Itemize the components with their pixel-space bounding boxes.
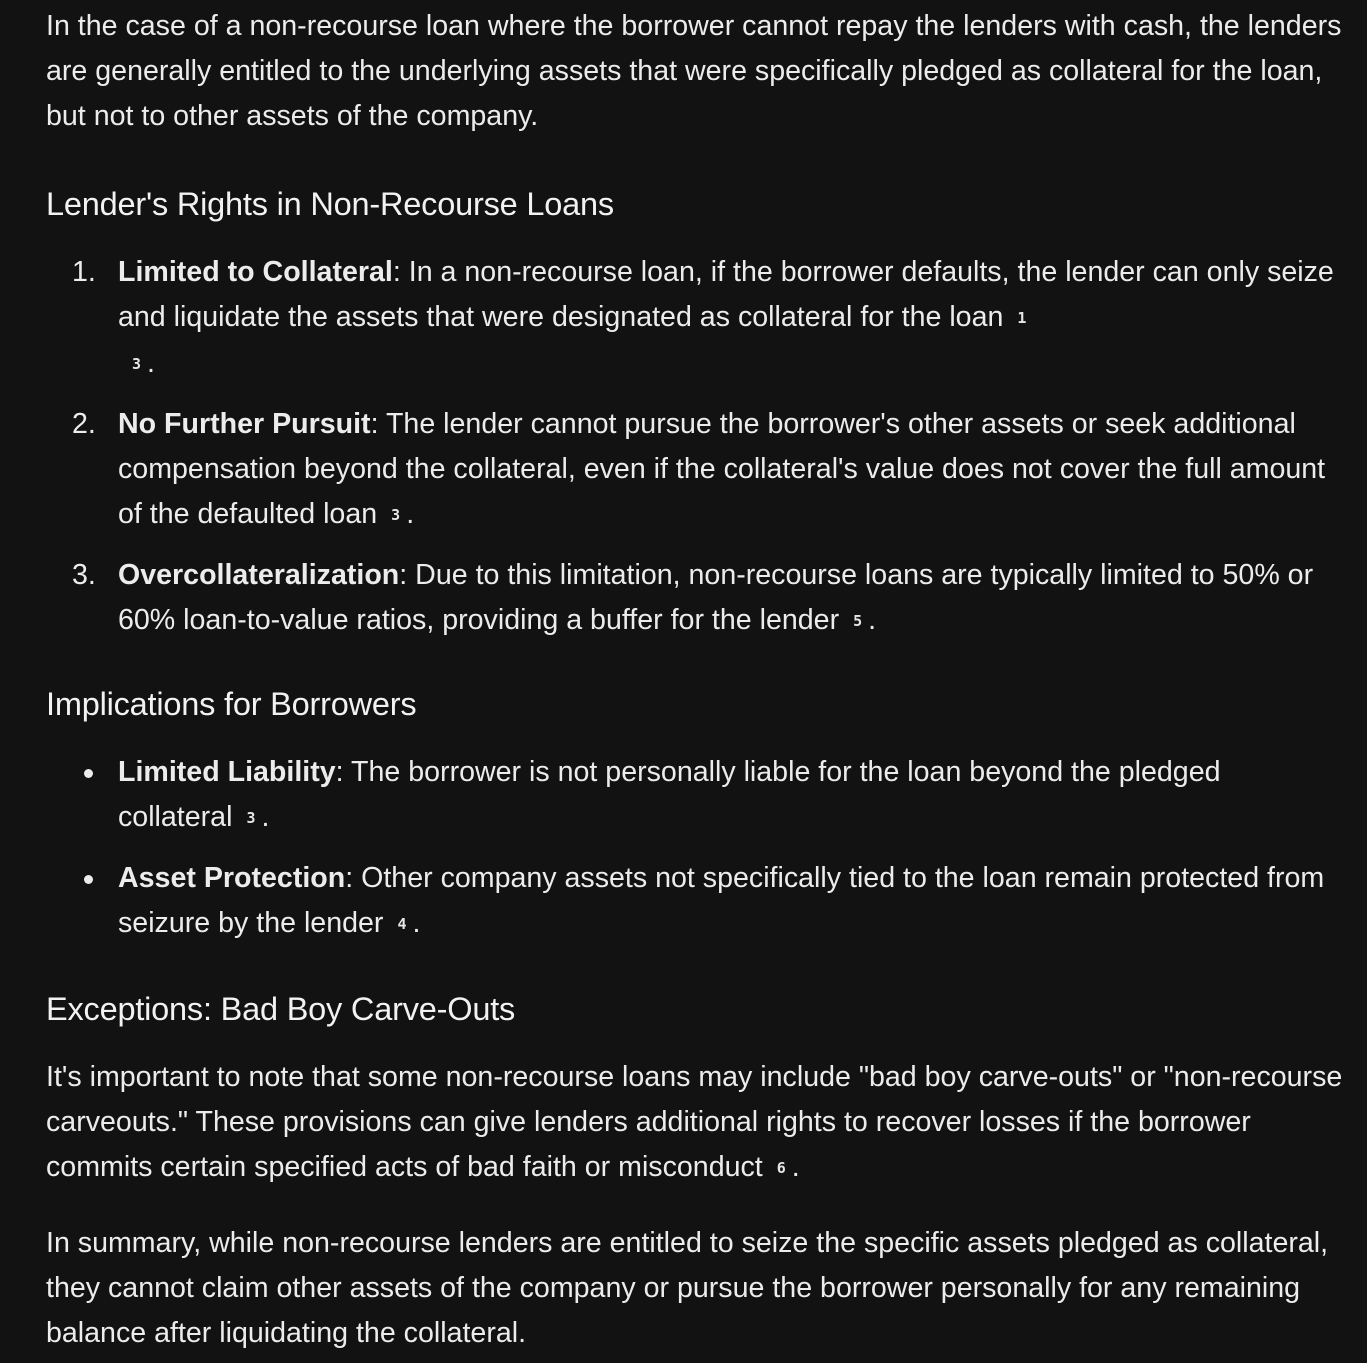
list-number: 1. bbox=[72, 256, 96, 288]
item-text: : In a non-recourse loan, if the borrower defaults, the lender can only seize and liquidate the assets that were designated as collateral for the loan bbox=[118, 256, 1334, 333]
list-number: 2. bbox=[72, 408, 96, 440]
paragraph-text: It's important to note that some non-recourse loans may include "bad boy carve-outs" or "non-recourse carveouts." These provisions can give lenders additional rights to recover losses if the borrower commits certain specified acts of bad faith or misconduct bbox=[46, 1061, 1343, 1183]
citation-link[interactable]: 3 bbox=[246, 809, 256, 827]
citation-link[interactable]: 6 bbox=[776, 1159, 786, 1177]
section-heading-implications: Implications for Borrowers bbox=[46, 686, 417, 722]
item-term: Asset Protection bbox=[118, 862, 346, 894]
period: . bbox=[261, 801, 270, 833]
list-item bbox=[46, 750, 1346, 841]
section-heading-lenders-rights: Lender's Rights in Non-Recourse Loans bbox=[46, 186, 614, 222]
implications-list bbox=[46, 750, 1346, 947]
lenders-rights-list bbox=[46, 250, 1346, 644]
period: . bbox=[406, 498, 415, 530]
citation-link[interactable]: 3 bbox=[391, 506, 401, 524]
item-term: Limited to Collateral bbox=[118, 256, 393, 288]
section-heading-exceptions: Exceptions: Bad Boy Carve-Outs bbox=[46, 991, 516, 1027]
list-number: 3. bbox=[72, 559, 96, 591]
item-text: : The lender cannot pursue the borrower's other assets or seek additional compensation beyond the collateral, even if the collateral's value does not cover the full amount of the defaulted loan bbox=[118, 408, 1326, 530]
item-text: : Due to this limitation, non-recourse loans are typically limited to 50% or 60% loan-to-value ratios, providing a buffer for the lender bbox=[118, 559, 1314, 636]
bullet-icon bbox=[84, 875, 93, 884]
list-item bbox=[46, 250, 1346, 387]
list-item bbox=[46, 553, 1346, 644]
citation-link[interactable]: 3 bbox=[132, 355, 142, 373]
bullet-icon bbox=[84, 769, 93, 778]
citation-link[interactable]: 1 bbox=[1017, 309, 1027, 327]
answer-content bbox=[46, 4, 1346, 1356]
item-term: Limited Liability bbox=[118, 756, 336, 788]
period: . bbox=[791, 1151, 800, 1183]
period: . bbox=[147, 347, 155, 379]
citation-link[interactable]: 4 bbox=[397, 915, 407, 933]
item-term: Overcollateralization bbox=[118, 559, 400, 591]
item-text: : Other company assets not specifically tied to the loan remain protected from seizure by the lender bbox=[118, 862, 1325, 939]
exceptions-paragraph bbox=[46, 1055, 1346, 1191]
intro-paragraph: In the case of a non-recourse loan where the borrower cannot repay the lenders with cash, the lenders are generally entitled to the underlying assets that were specifically pledged as collateral for the loan, but not to other assets of the company. bbox=[46, 10, 1342, 132]
period: . bbox=[868, 604, 877, 636]
item-text: : The borrower is not personally liable for the loan beyond the pledged collateral bbox=[118, 756, 1221, 833]
item-term: No Further Pursuit bbox=[118, 408, 371, 440]
list-item bbox=[46, 856, 1346, 947]
citation-link[interactable]: 5 bbox=[853, 612, 863, 630]
summary-paragraph: In summary, while non-recourse lenders are entitled to seize the specific assets pledged as collateral, they cannot claim other assets of the company or pursue the borrower personally for any remaining balance after liquidating the collateral. bbox=[46, 1227, 1329, 1349]
period: . bbox=[412, 907, 421, 939]
list-item bbox=[46, 402, 1346, 538]
